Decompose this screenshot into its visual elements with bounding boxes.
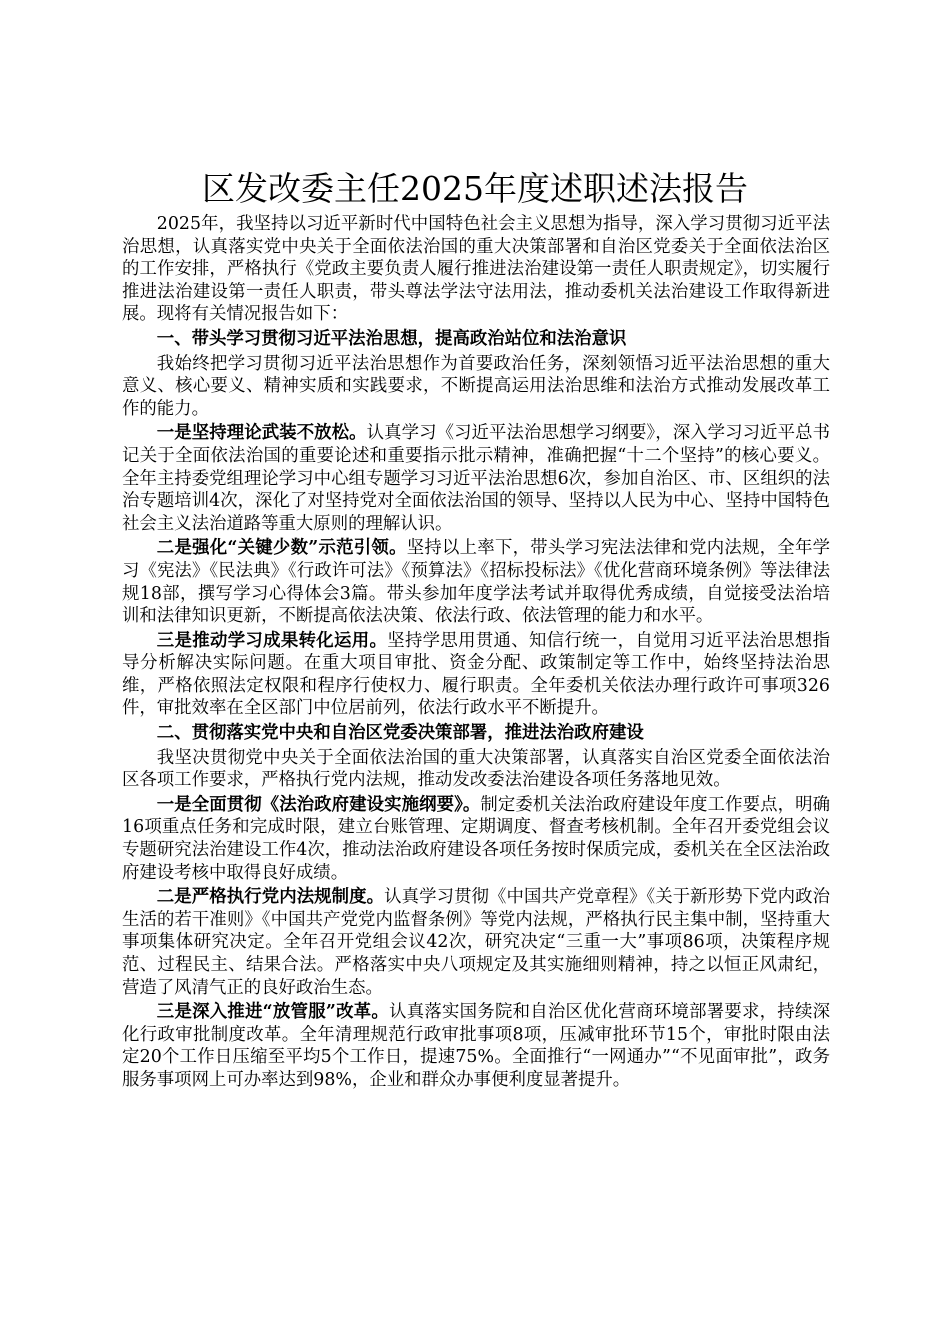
section-heading: 一、带头学习贯彻习近平法治思想，提高政治站位和法治意识	[156, 328, 627, 349]
body-paragraph	[122, 794, 830, 884]
paragraph-lead: 三是深入推进“放管服”改革。	[156, 1002, 390, 1023]
paragraph-text: 坚持以上率下，带头学习宪法法律和党内法规，全年学习《宪法》《民法典》《行政许可法》《预算法》《招标投标法》《优化营商环境条例》等法律法规18部，撰写学习心得体会3篇。带头参加年度学法考试并取得优秀成绩，自觉接受法治培训和法律知识更新，不断提高依法决策、依法行政、依法管理的能力和水平。	[122, 538, 830, 627]
body-paragraph	[122, 886, 830, 999]
paragraph-text: 认真学习贯彻《中国共产党章程》《关于新形势下党内政治生活的若干准则》《中国共产党党内监督条例》等党内法规，严格执行民主集中制，坚持重大事项集体研究决定。全年召开党组会议42次，研究决定“三重一大”事项86项，决策程序规范、过程民主、结果合法。严格落实中央八项规定及其实施细则精神，持之以恒正风肃纪，营造了风清气正的良好政治生态。	[122, 887, 830, 998]
paragraph-lead: 三是推动学习成果转化运用。	[156, 630, 388, 651]
paragraph-lead: 一是全面贯彻《法治政府建设实施纲要》。	[156, 794, 481, 815]
paragraph-text: 认真落实国务院和自治区优化营商环境部署要求，持续深化行政审批制度改革。全年清理规范行政审批事项8项，压减审批环节15个，审批时限由法定20个工作日压缩至平均5个工作日，提速75%。全面推行“一网通办”“不见面审批”，政务服务事项网上可办率达到98%，企业和群众办事便利度显著提升。	[122, 1002, 830, 1090]
body-paragraph	[122, 630, 830, 720]
body-paragraph	[122, 422, 830, 535]
body-paragraph: 2025年，我坚持以习近平新时代中国特色社会主义思想为指导，深入学习贯彻习近平法治思想，认真落实党中央关于全面依法治国的重大决策部署和自治区党委关于全面依法治区的工作安排，严格执行《党政主要负责人履行推进法治建设第一责任人职责规定》，切实履行推进法治建设第一责任人职责，带头尊法学法守法用法，推动委机关法治建设工作取得新进展。现将有关情况报告如下：	[122, 214, 830, 325]
paragraph-text: 认真学习《习近平法治思想学习纲要》，深入学习习近平总书记关于全面依法治国的重要论述和重要指示批示精神，准确把握“十二个坚持”的核心要义。全年主持委党组理论学习中心组专题学习习近平法治思想6次，参加自治区、市、区组织的法治专题培训4次，深化了对坚持党对全面依法治国的领导、坚持以人民为中心、坚持中国特色社会主义法治道路等重大原则的理解认识。	[122, 423, 830, 534]
section-heading: 二、贯彻落实党中央和自治区党委决策部署，推进法治政府建设	[156, 723, 644, 744]
body-paragraph: 我始终把学习贯彻习近平法治思想作为首要政治任务，深刻领悟习近平法治思想的重大意义、核心要义、精神实质和实践要求，不断提高运用法治思维和法治方式推动发展改革工作的能力。	[122, 353, 830, 419]
body-paragraph: 我坚决贯彻党中央关于全面依法治国的重大决策部署，认真落实自治区党委全面依法治区各项工作要求，严格执行党内法规，推动发改委法治建设各项任务落地见效。	[122, 747, 830, 791]
document-title: 区发改委主任2025年度述职述法报告	[202, 169, 748, 208]
body-paragraph	[122, 537, 830, 627]
paragraph-lead: 二是强化“关键少数”示范引领。	[156, 538, 407, 559]
paragraph-text: 坚持学思用贯通、知信行统一，自觉用习近平法治思想指导分析解决实际问题。在重大项目审批、资金分配、政策制定等工作中，始终坚持法治思维，严格依照法定权限和程序行使权力、履行职责。全年委机关依法办理行政许可事项326件，审批效率在全区部门中位居前列，依法行政水平不断提升。	[122, 630, 830, 719]
document-body	[122, 213, 830, 1092]
paragraph-text: 制定委机关法治政府建设年度工作要点，明确16项重点任务和完成时限，建立台账管理、定期调度、督查考核机制。全年召开委党组会议专题研究法治建设工作4次，推动法治政府建设各项任务按时保质完成，委机关在全区法治政府建设考核中取得良好成绩。	[122, 794, 830, 883]
paragraph-lead: 二是严格执行党内法规制度。	[156, 887, 385, 908]
paragraph-lead: 一是坚持理论武装不放松。	[156, 423, 367, 444]
body-paragraph	[122, 1001, 830, 1091]
